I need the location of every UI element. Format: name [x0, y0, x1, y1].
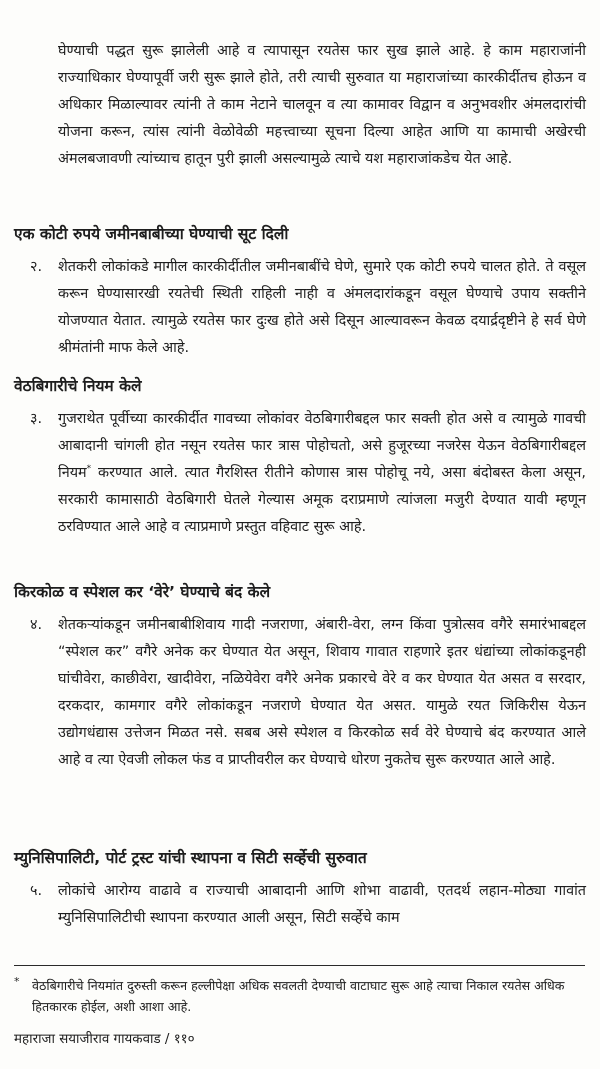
section-heading-forced-labour: वेठबिगारीचे नियम केले [14, 377, 142, 395]
section-heading-debt-remission: एक कोटी रुपये जमीनबाबीच्या घेण्याची सूट दिली [14, 225, 289, 243]
footnote-divider [14, 965, 585, 966]
section-heading-municipality: म्युनिसिपालिटी, पोर्ट ट्रस्ट यांची स्थापना व सिटी सर्व्हेची सुरुवात [14, 849, 367, 867]
section-paragraph-special-taxes: शेतकऱ्यांकडून जमीनबाबीशिवाय गादी नजराणा, अंबारी-वेरा, लग्न किंवा पुत्रोत्सव वगैरे समारंभाबद्दल “स्पेशल कर” वगैरे अनेक कर घेण्यात येत असून, शिवाय गावात राहणारे इतर धंद्यांच्या लोकांकडूनही घांचीवेरा, काछीवेरा, खादीवेरा, नळियेवेरा वगैरे अनेक प्रकारचे वेरे व कर घेण्यात येत असत व सरदार, दरकदार, कामगार वगैरे लोकांकडून नजराणे घेण्यात येत असत. यामुळे रयत जिकिरीस येऊन उद्योगधंद्यास उत्तेजन मिळत नसे. सबब असे स्पेशल व किरकोळ सर्व वेरे घेण्याचे बंद करण्यात आले आहे व त्या ऐवजी लोकल फंड व प्राप्तीवरील कर घेण्याचे धोरण नुकतेच सुरू करण्यात आले आहे. [58, 617, 586, 768]
section-paragraph-forced-labour [58, 406, 586, 541]
section-number-2: २. [30, 259, 43, 275]
section-paragraph-municipality: लोकांचे आरोग्य वाढावे व राज्याची आबादानी आणि शोभा वाढावी, एतदर्थ लहान-मोठ्या गावांत म्युनिसिपालिटीची स्थापना करण्यात आली असून, सिटी सर्व्हेचे काम [58, 883, 586, 926]
footnote [14, 975, 584, 1017]
footnote-text: वेठबिगारीचे नियमांत दुरुस्ती करून हल्लीपेक्षा अधिक सवलती देण्याची वाटाघाट सुरू आहे त्याचा निकाल रयतेस अधिक हितकारक होईल, अशी आशा आहे. [32, 978, 565, 1014]
forced-labour-text-part-2: करण्यात आले. त्यात गैरशिस्त रीतीने कोणास त्रास पोहोचू नये, असा बंदोबस्त केला असून, सरकारी कामासाठी वेठबिगारी घेतले गेल्यास अमूक दराप्रमाणे त्यांजला मजुरी देण्यात यावी म्हणून ठरविण्यात आले आहे व त्याप्रमाणे प्रस्तुत वहिवाट सुरू आहे. [58, 465, 586, 535]
forced-labour-text-part-1: गुजराथेत पूर्वीच्या कारकीर्दीत गावच्या लोकांवर वेठबिगारीबद्दल फार सक्ती होत असे व त्यामुळे गावची आबादानी चांगली होत नसून रयतेस फार त्रास पोहोचतो, असे हुजूरच्या नजरेस येऊन वेठबिगारीबद्दल नियम [58, 411, 586, 481]
footnote-mark: * [14, 975, 20, 988]
section-heading-special-taxes: किरकोळ व स्पेशल कर ‘वेरे’ घेण्याचे बंद केले [14, 583, 271, 601]
footnote-reference-mark: * [86, 464, 92, 475]
section-number-3: ३. [30, 411, 43, 427]
intro-paragraph: घेण्याची पद्धत सुरू झालेली आहे व त्यापासून रयतेस फार सुख झाले आहे. हे काम महाराजांनी राज्याधिकार घेण्यापूर्वी जरी सुरू झाले होते, तरी त्याची सुरुवात या महाराजांच्या कारकीर्दीतच होऊन व अधिकार मिळाल्यावर त्यांनी ते काम नेटाने चालवून व त्या कामावर विद्वान व अनुभवशीर अंमलदारांची योजना करून, त्यांस त्यांनी वेळोवेळी महत्त्वाच्या सूचना दिल्या आहेत आणि या कामाची अखेरची अंमलबजावणी त्यांच्याच हातून पुरी झाली असल्यामुळे त्याचे यश महाराजांकडेच येत आहे. [58, 43, 586, 167]
page-folio: महाराजा सयाजीराव गायकवाड / ११० [14, 1032, 195, 1047]
section-number-5: ५. [30, 883, 43, 899]
section-number-4: ४. [30, 617, 43, 633]
section-paragraph-debt-remission: शेतकरी लोकांकडे मागील कारकीर्दीतील जमीनबाबींचे घेणे, सुमारे एक कोटी रुपये चालत होते. ते वसूल करून घेण्यासारखी रयतेची स्थिती राहिली नाही व अंमलदारांकडून वसूल घेण्याचे उपाय सक्तीने योजण्यात येतात. त्यामुळे रयतेस फार दुःख होते असे दिसून आल्यावरून केवळ दयार्द्रदृष्टीने हे सर्व घेणे श्रीमंतांनी माफ केले आहे. [58, 259, 586, 356]
